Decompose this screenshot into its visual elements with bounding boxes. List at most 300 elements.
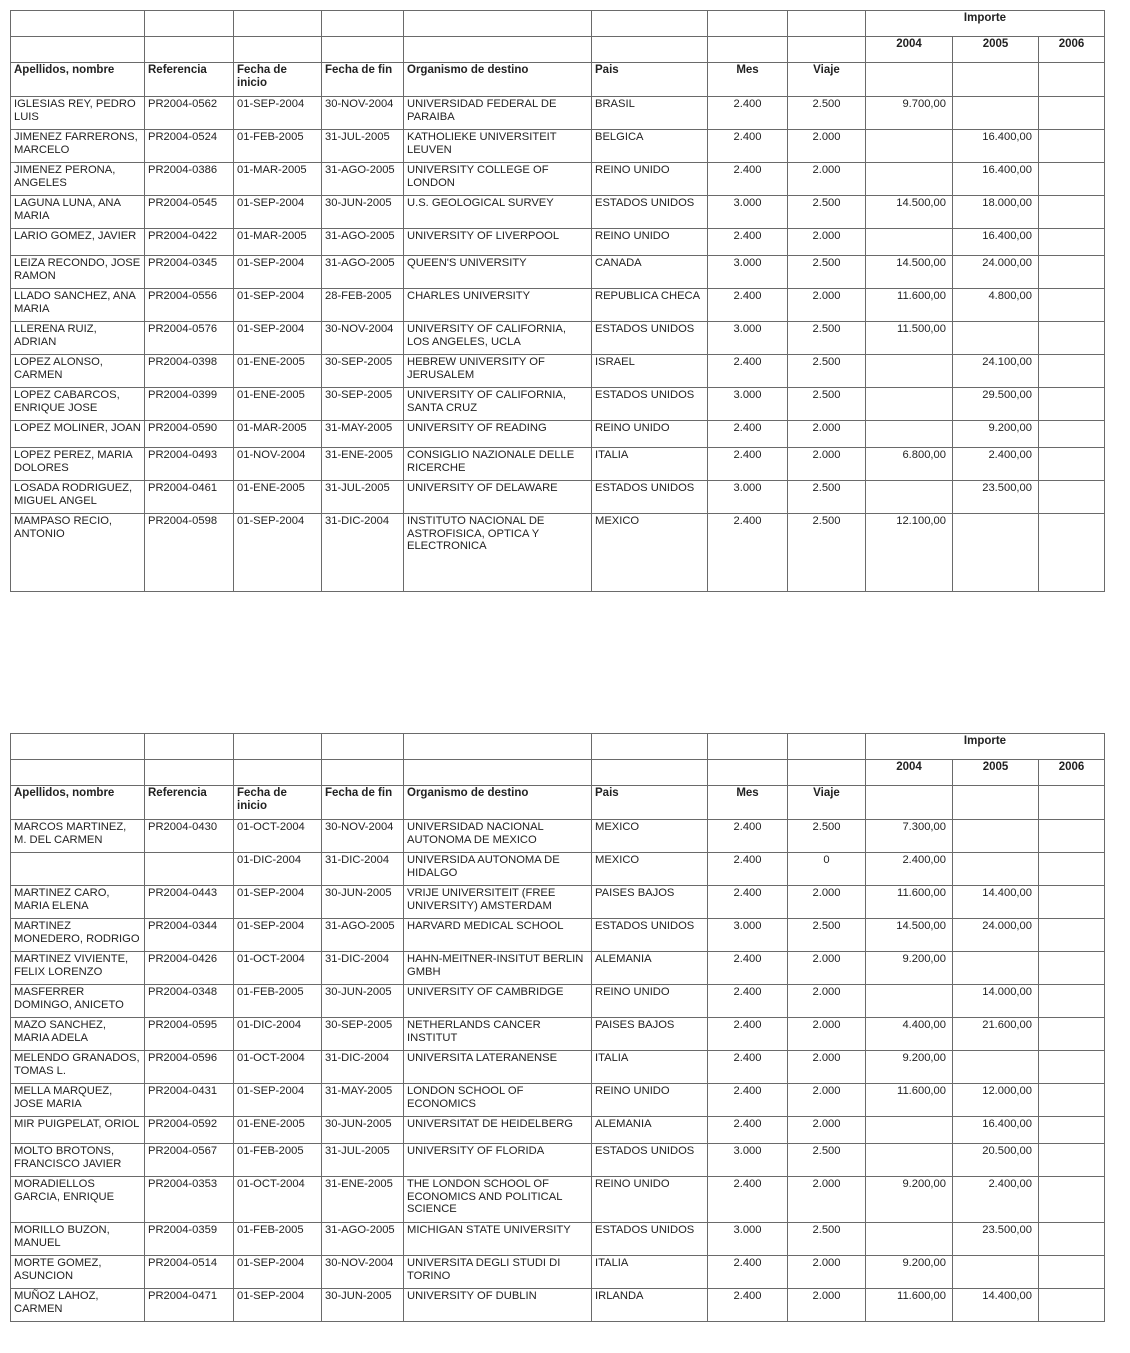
importe-2006-cell [1039, 919, 1105, 952]
importe-2006-cell [1039, 952, 1105, 985]
table-row [11, 289, 1105, 322]
referencia-cell: PR2004-0386 [145, 163, 234, 196]
importe-2005-cell: 2.400,00 [953, 1177, 1039, 1223]
organismo-cell: CHARLES UNIVERSITY [404, 289, 592, 322]
organismo-cell: QUEEN'S UNIVERSITY [404, 256, 592, 289]
fecha-inicio-cell: 01-FEB-2005 [234, 130, 322, 163]
pais-cell: MEXICO [592, 853, 708, 886]
mes-cell: 2.400 [708, 985, 788, 1018]
pais-cell: IRLANDA [592, 1289, 708, 1322]
mes-cell: 2.400 [708, 1177, 788, 1223]
importe-2006-cell [1039, 355, 1105, 388]
importe-2004-cell [866, 481, 953, 514]
importe-2005-cell [953, 97, 1039, 130]
fecha-fin-cell: 30-SEP-2005 [322, 1018, 404, 1051]
mes-cell: 2.400 [708, 421, 788, 448]
importe-2006-cell [1039, 163, 1105, 196]
importe-2005-cell [953, 1256, 1039, 1289]
fecha-inicio-cell: 01-SEP-2004 [234, 1256, 322, 1289]
referencia-cell: PR2004-0545 [145, 196, 234, 229]
organismo-cell: UNIVERSITY OF READING [404, 421, 592, 448]
pais-cell: ITALIA [592, 448, 708, 481]
pais-cell: PAISES BAJOS [592, 886, 708, 919]
year-2004-header: 2004 [866, 760, 953, 786]
fecha-fin-cell: 31-DIC-2004 [322, 952, 404, 985]
mes-cell: 3.000 [708, 481, 788, 514]
table-row [11, 1177, 1105, 1223]
referencia-cell: PR2004-0598 [145, 514, 234, 592]
viaje-cell: 2.000 [788, 229, 866, 256]
importe-2004-cell [866, 985, 953, 1018]
organismo-cell: CONSIGLIO NAZIONALE DELLE RICERCHE [404, 448, 592, 481]
importe-2006-cell [1039, 886, 1105, 919]
referencia-cell: PR2004-0353 [145, 1177, 234, 1223]
fecha-inicio-cell: 01-SEP-2004 [234, 97, 322, 130]
table-row [11, 421, 1105, 448]
table-row [11, 514, 1105, 592]
referencia-cell: PR2004-0576 [145, 322, 234, 355]
year-2004-header: 2004 [866, 37, 953, 63]
organismo-cell: THE LONDON SCHOOL OF ECONOMICS AND POLITICAL SCIENCE [404, 1177, 592, 1223]
importe-2004-cell: 12.100,00 [866, 514, 953, 592]
nombre-cell: MORILLO BUZON, MANUEL [11, 1223, 145, 1256]
nombre-cell: LOPEZ CABARCOS, ENRIQUE JOSE [11, 388, 145, 421]
pais-cell: ESTADOS UNIDOS [592, 1144, 708, 1177]
year-2006-header: 2006 [1039, 37, 1105, 63]
referencia-cell: PR2004-0430 [145, 820, 234, 853]
mes-header: Mes [708, 63, 788, 97]
importe-2004-cell: 14.500,00 [866, 919, 953, 952]
importe-2005-cell: 12.000,00 [953, 1084, 1039, 1117]
pais-cell: BRASIL [592, 97, 708, 130]
importe-2004-cell: 2.400,00 [866, 853, 953, 886]
table-1-header [11, 11, 1105, 97]
referencia-cell: PR2004-0596 [145, 1051, 234, 1084]
importe-2006-cell [1039, 985, 1105, 1018]
fecha-fin-cell: 31-AGO-2005 [322, 256, 404, 289]
organismo-cell: U.S. GEOLOGICAL SURVEY [404, 196, 592, 229]
importe-2006-cell [1039, 256, 1105, 289]
mes-cell: 2.400 [708, 130, 788, 163]
importe-2006-cell [1039, 1144, 1105, 1177]
fecha-fin-cell: 30-SEP-2005 [322, 388, 404, 421]
organismo-cell: NETHERLANDS CANCER INSTITUT [404, 1018, 592, 1051]
viaje-cell: 2.000 [788, 1289, 866, 1322]
fecha-fin-cell: 31-JUL-2005 [322, 1144, 404, 1177]
organismo-cell: UNIVERSITY OF LIVERPOOL [404, 229, 592, 256]
mes-cell: 2.400 [708, 289, 788, 322]
pais-cell: ALEMANIA [592, 952, 708, 985]
importe-2004-cell: 14.500,00 [866, 256, 953, 289]
importe-2005-cell: 16.400,00 [953, 1117, 1039, 1144]
importe-2005-cell: 16.400,00 [953, 130, 1039, 163]
organismo-cell: UNIVERSITA DEGLI STUDI DI TORINO [404, 1256, 592, 1289]
fecha-fin-cell: 31-ENE-2005 [322, 448, 404, 481]
referencia-cell: PR2004-0567 [145, 1144, 234, 1177]
table-row [11, 952, 1105, 985]
mes-cell: 2.400 [708, 820, 788, 853]
organismo-header: Organismo de destino [404, 786, 592, 820]
referencia-cell: PR2004-0426 [145, 952, 234, 985]
pais-cell: ITALIA [592, 1051, 708, 1084]
fecha-fin-cell: 30-SEP-2005 [322, 355, 404, 388]
viaje-cell: 2.500 [788, 481, 866, 514]
pais-cell: REINO UNIDO [592, 421, 708, 448]
importe-2006-cell [1039, 97, 1105, 130]
fecha-inicio-cell: 01-SEP-2004 [234, 1084, 322, 1117]
importe-2006-cell [1039, 853, 1105, 886]
importe-2005-cell [953, 322, 1039, 355]
organismo-cell: UNIVERSITY OF CALIFORNIA, SANTA CRUZ [404, 388, 592, 421]
pais-cell: ESTADOS UNIDOS [592, 481, 708, 514]
nombre-cell: MELLA MARQUEZ, JOSE MARIA [11, 1084, 145, 1117]
importe-2005-cell: 14.000,00 [953, 985, 1039, 1018]
referencia-cell: PR2004-0348 [145, 985, 234, 1018]
mes-cell: 3.000 [708, 1144, 788, 1177]
mes-cell: 2.400 [708, 448, 788, 481]
fecha-inicio-cell: 01-NOV-2004 [234, 448, 322, 481]
table-row [11, 1117, 1105, 1144]
importe-2004-cell: 11.600,00 [866, 1084, 953, 1117]
mes-cell: 2.400 [708, 1084, 788, 1117]
fecha-fin-cell: 31-AGO-2005 [322, 229, 404, 256]
fecha-inicio-cell: 01-SEP-2004 [234, 1289, 322, 1322]
nombre-cell: MORADIELLOS GARCIA, ENRIQUE [11, 1177, 145, 1223]
fecha-fin-cell: 30-NOV-2004 [322, 820, 404, 853]
importe-2004-cell: 9.700,00 [866, 97, 953, 130]
importe-2005-cell: 4.800,00 [953, 289, 1039, 322]
viaje-cell: 2.500 [788, 196, 866, 229]
referencia-cell: PR2004-0422 [145, 229, 234, 256]
nombre-cell: JIMENEZ PERONA, ANGELES [11, 163, 145, 196]
fecha-inicio-cell: 01-OCT-2004 [234, 820, 322, 853]
table-row [11, 97, 1105, 130]
referencia-cell: PR2004-0431 [145, 1084, 234, 1117]
fecha-fin-cell: 31-MAY-2005 [322, 1084, 404, 1117]
importe-2004-cell: 11.500,00 [866, 322, 953, 355]
importe-2004-cell [866, 355, 953, 388]
organismo-cell: UNIVERSITY COLLEGE OF LONDON [404, 163, 592, 196]
pais-cell: ISRAEL [592, 355, 708, 388]
table-row [11, 448, 1105, 481]
pais-cell: ALEMANIA [592, 1117, 708, 1144]
referencia-cell: PR2004-0493 [145, 448, 234, 481]
importe-2005-cell [953, 952, 1039, 985]
mes-cell: 2.400 [708, 1018, 788, 1051]
fecha-inicio-cell: 01-SEP-2004 [234, 196, 322, 229]
table-row [11, 1256, 1105, 1289]
organismo-cell: UNIVERSITY OF CALIFORNIA, LOS ANGELES, UCLA [404, 322, 592, 355]
fecha-fin-cell: 30-JUN-2005 [322, 985, 404, 1018]
pais-cell: PAISES BAJOS [592, 1018, 708, 1051]
referencia-cell: PR2004-0562 [145, 97, 234, 130]
organismo-cell: UNIVERSITY OF FLORIDA [404, 1144, 592, 1177]
mes-cell: 3.000 [708, 388, 788, 421]
mes-cell: 3.000 [708, 322, 788, 355]
fecha-fin-cell: 28-FEB-2005 [322, 289, 404, 322]
mes-cell: 3.000 [708, 919, 788, 952]
organismo-cell: UNIVERSITY OF DUBLIN [404, 1289, 592, 1322]
referencia-cell: PR2004-0514 [145, 1256, 234, 1289]
referencia-cell: PR2004-0461 [145, 481, 234, 514]
pais-cell: ESTADOS UNIDOS [592, 1223, 708, 1256]
nombre-cell: LARIO GOMEZ, JAVIER [11, 229, 145, 256]
fecha-fin-cell: 31-AGO-2005 [322, 163, 404, 196]
importe-2004-cell [866, 388, 953, 421]
importe-2005-cell: 14.400,00 [953, 886, 1039, 919]
table-row [11, 919, 1105, 952]
viaje-cell: 2.500 [788, 97, 866, 130]
table-row [11, 196, 1105, 229]
referencia-cell: PR2004-0399 [145, 388, 234, 421]
nombre-cell: MUÑOZ LAHOZ, CARMEN [11, 1289, 145, 1322]
importe-2005-cell [953, 820, 1039, 853]
importe-2006-cell [1039, 1117, 1105, 1144]
importe-2006-cell [1039, 481, 1105, 514]
fecha-inicio-cell: 01-ENE-2005 [234, 481, 322, 514]
viaje-cell: 2.500 [788, 1223, 866, 1256]
importe-2005-cell: 16.400,00 [953, 229, 1039, 256]
viaje-cell: 0 [788, 853, 866, 886]
apellidos-header: Apellidos, nombre [11, 786, 145, 820]
pais-cell: ESTADOS UNIDOS [592, 322, 708, 355]
importe-header: Importe [866, 11, 1105, 37]
importe-2006-cell [1039, 421, 1105, 448]
viaje-cell: 2.000 [788, 163, 866, 196]
fecha-inicio-cell: 01-ENE-2005 [234, 355, 322, 388]
table-row [11, 1084, 1105, 1117]
mes-cell: 2.400 [708, 355, 788, 388]
viaje-cell: 2.000 [788, 1018, 866, 1051]
viaje-header: Viaje [788, 63, 866, 97]
pais-header: Pais [592, 786, 708, 820]
importe-2006-cell [1039, 1018, 1105, 1051]
fecha-inicio-cell: 01-FEB-2005 [234, 1144, 322, 1177]
mes-cell: 2.400 [708, 229, 788, 256]
importe-2005-cell: 14.400,00 [953, 1289, 1039, 1322]
importe-2006-cell [1039, 130, 1105, 163]
fecha-fin-cell: 30-JUN-2005 [322, 1117, 404, 1144]
importe-2006-cell [1039, 1051, 1105, 1084]
nombre-cell: MIR PUIGPELAT, ORIOL [11, 1117, 145, 1144]
importe-2004-cell: 11.600,00 [866, 1289, 953, 1322]
pais-cell: REINO UNIDO [592, 163, 708, 196]
importe-2006-cell [1039, 1177, 1105, 1223]
viaje-cell: 2.000 [788, 1177, 866, 1223]
importe-2006-cell [1039, 1256, 1105, 1289]
beneficiarios-table-1 [10, 10, 1105, 592]
fecha-inicio-cell: 01-SEP-2004 [234, 514, 322, 592]
table-row [11, 481, 1105, 514]
fecha-inicio-header: Fecha de inicio [234, 63, 322, 97]
fecha-inicio-cell: 01-OCT-2004 [234, 1051, 322, 1084]
organismo-cell: UNIVERSIDAD NACIONAL AUTONOMA DE MEXICO [404, 820, 592, 853]
fecha-inicio-cell: 01-SEP-2004 [234, 919, 322, 952]
table-row [11, 1289, 1105, 1322]
viaje-cell: 2.500 [788, 820, 866, 853]
importe-2005-cell [953, 853, 1039, 886]
referencia-cell [145, 853, 234, 886]
nombre-cell: LLERENA RUIZ, ADRIAN [11, 322, 145, 355]
viaje-cell: 2.000 [788, 1256, 866, 1289]
fecha-fin-cell: 31-AGO-2005 [322, 1223, 404, 1256]
referencia-cell: PR2004-0344 [145, 919, 234, 952]
importe-2004-cell [866, 421, 953, 448]
fecha-fin-header: Fecha de fin [322, 786, 404, 820]
pais-cell: CANADA [592, 256, 708, 289]
fecha-inicio-header: Fecha de inicio [234, 786, 322, 820]
organismo-cell: HARVARD MEDICAL SCHOOL [404, 919, 592, 952]
organismo-cell: UNIVERSITY OF CAMBRIDGE [404, 985, 592, 1018]
fecha-inicio-cell: 01-OCT-2004 [234, 952, 322, 985]
nombre-cell [11, 853, 145, 886]
importe-2006-cell [1039, 1084, 1105, 1117]
importe-2005-cell: 16.400,00 [953, 163, 1039, 196]
viaje-cell: 2.000 [788, 1051, 866, 1084]
importe-2004-cell: 4.400,00 [866, 1018, 953, 1051]
importe-2004-cell: 11.600,00 [866, 289, 953, 322]
organismo-cell: HAHN-MEITNER-INSITUT BERLIN GMBH [404, 952, 592, 985]
importe-2004-cell [866, 229, 953, 256]
pais-cell: REINO UNIDO [592, 229, 708, 256]
year-2006-header: 2006 [1039, 760, 1105, 786]
pais-cell: REINO UNIDO [592, 1177, 708, 1223]
nombre-cell: LAGUNA LUNA, ANA MARIA [11, 196, 145, 229]
table-row [11, 1051, 1105, 1084]
importe-2006-cell [1039, 448, 1105, 481]
importe-2005-cell: 29.500,00 [953, 388, 1039, 421]
importe-2005-cell: 2.400,00 [953, 448, 1039, 481]
referencia-header: Referencia [145, 786, 234, 820]
nombre-cell: MAZO SANCHEZ, MARIA ADELA [11, 1018, 145, 1051]
table-row [11, 256, 1105, 289]
importe-2004-cell [866, 163, 953, 196]
table-row [11, 985, 1105, 1018]
viaje-cell: 2.500 [788, 322, 866, 355]
importe-2004-cell: 9.200,00 [866, 1177, 953, 1223]
referencia-cell: PR2004-0471 [145, 1289, 234, 1322]
importe-2004-cell: 7.300,00 [866, 820, 953, 853]
viaje-cell: 2.500 [788, 1144, 866, 1177]
fecha-inicio-cell: 01-SEP-2004 [234, 322, 322, 355]
importe-header: Importe [866, 734, 1105, 760]
fecha-fin-cell: 31-DIC-2004 [322, 853, 404, 886]
importe-2005-cell [953, 1051, 1039, 1084]
table-2-header [11, 734, 1105, 820]
importe-2004-cell: 11.600,00 [866, 886, 953, 919]
importe-2005-cell: 24.100,00 [953, 355, 1039, 388]
fecha-fin-cell: 31-DIC-2004 [322, 514, 404, 592]
nombre-cell: LOPEZ PEREZ, MARIA DOLORES [11, 448, 145, 481]
fecha-inicio-cell: 01-ENE-2005 [234, 388, 322, 421]
nombre-cell: MORTE GOMEZ, ASUNCION [11, 1256, 145, 1289]
year-2005-header: 2005 [953, 760, 1039, 786]
organismo-cell: UNIVERSITY OF DELAWARE [404, 481, 592, 514]
referencia-cell: PR2004-0524 [145, 130, 234, 163]
table-2-body [11, 820, 1105, 1322]
pais-cell: ESTADOS UNIDOS [592, 919, 708, 952]
importe-2004-cell: 6.800,00 [866, 448, 953, 481]
table-row [11, 229, 1105, 256]
fecha-fin-cell: 30-JUN-2005 [322, 196, 404, 229]
fecha-inicio-cell: 01-OCT-2004 [234, 1177, 322, 1223]
pais-cell: MEXICO [592, 514, 708, 592]
table-row [11, 355, 1105, 388]
referencia-cell: PR2004-0359 [145, 1223, 234, 1256]
table-row [11, 820, 1105, 853]
fecha-fin-cell: 31-DIC-2004 [322, 1051, 404, 1084]
organismo-cell: INSTITUTO NACIONAL DE ASTROFISICA, OPTICA Y ELECTRONICA [404, 514, 592, 592]
organismo-cell: UNIVERSIDAD FEDERAL DE PARAIBA [404, 97, 592, 130]
pais-header: Pais [592, 63, 708, 97]
viaje-cell: 2.000 [788, 1117, 866, 1144]
fecha-fin-cell: 31-AGO-2005 [322, 919, 404, 952]
importe-2006-cell [1039, 289, 1105, 322]
nombre-cell: MOLTO BROTONS, FRANCISCO JAVIER [11, 1144, 145, 1177]
importe-2006-cell [1039, 1289, 1105, 1322]
importe-2006-cell [1039, 388, 1105, 421]
mes-cell: 2.400 [708, 853, 788, 886]
importe-2005-cell: 24.000,00 [953, 919, 1039, 952]
fecha-inicio-cell: 01-FEB-2005 [234, 985, 322, 1018]
importe-2004-cell: 9.200,00 [866, 1051, 953, 1084]
table-row [11, 853, 1105, 886]
pais-cell: REPUBLICA CHECA [592, 289, 708, 322]
importe-2005-cell: 23.500,00 [953, 1223, 1039, 1256]
viaje-cell: 2.000 [788, 289, 866, 322]
importe-2006-cell [1039, 820, 1105, 853]
fecha-inicio-cell: 01-DIC-2004 [234, 1018, 322, 1051]
mes-header: Mes [708, 786, 788, 820]
fecha-inicio-cell: 01-SEP-2004 [234, 289, 322, 322]
fecha-fin-cell: 30-JUN-2005 [322, 886, 404, 919]
viaje-cell: 2.000 [788, 448, 866, 481]
fecha-fin-cell: 31-JUL-2005 [322, 481, 404, 514]
referencia-cell: PR2004-0556 [145, 289, 234, 322]
pais-cell: REINO UNIDO [592, 985, 708, 1018]
importe-2004-cell: 9.200,00 [866, 952, 953, 985]
fecha-fin-cell: 30-NOV-2004 [322, 322, 404, 355]
mes-cell: 2.400 [708, 1051, 788, 1084]
table-row [11, 322, 1105, 355]
fecha-inicio-cell: 01-MAR-2005 [234, 421, 322, 448]
fecha-inicio-cell: 01-SEP-2004 [234, 256, 322, 289]
importe-2004-cell: 9.200,00 [866, 1256, 953, 1289]
nombre-cell: MARTINEZ MONEDERO, RODRIGO [11, 919, 145, 952]
pais-cell: ESTADOS UNIDOS [592, 196, 708, 229]
table-row [11, 886, 1105, 919]
mes-cell: 2.400 [708, 886, 788, 919]
nombre-cell: LEIZA RECONDO, JOSE RAMON [11, 256, 145, 289]
fecha-inicio-cell: 01-FEB-2005 [234, 1223, 322, 1256]
beneficiarios-table-2 [10, 733, 1105, 1322]
year-2005-header: 2005 [953, 37, 1039, 63]
importe-2006-cell [1039, 514, 1105, 592]
nombre-cell: LLADO SANCHEZ, ANA MARIA [11, 289, 145, 322]
importe-2004-cell [866, 1223, 953, 1256]
nombre-cell: LOPEZ ALONSO, CARMEN [11, 355, 145, 388]
mes-cell: 2.400 [708, 1117, 788, 1144]
referencia-cell: PR2004-0443 [145, 886, 234, 919]
referencia-cell: PR2004-0595 [145, 1018, 234, 1051]
organismo-cell: LONDON SCHOOL OF ECONOMICS [404, 1084, 592, 1117]
pais-cell: ITALIA [592, 1256, 708, 1289]
referencia-cell: PR2004-0398 [145, 355, 234, 388]
importe-2004-cell [866, 130, 953, 163]
referencia-cell: PR2004-0590 [145, 421, 234, 448]
nombre-cell: IGLESIAS REY, PEDRO LUIS [11, 97, 145, 130]
importe-2006-cell [1039, 196, 1105, 229]
